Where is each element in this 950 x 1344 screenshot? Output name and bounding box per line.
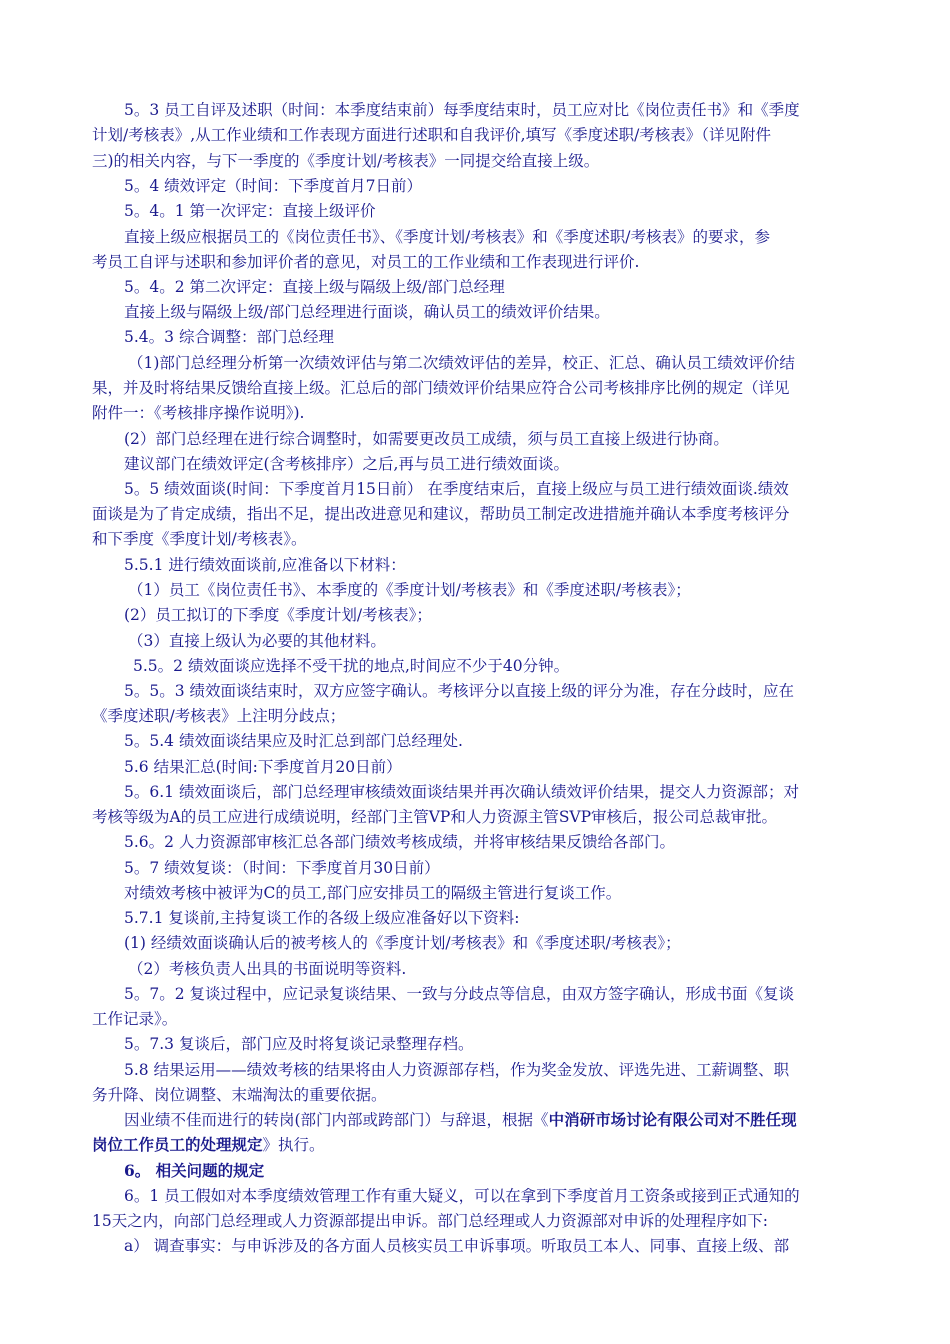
text-line: 务升降、岗位调整、末端淘汰的重要依据。 — [92, 1086, 387, 1104]
text-run: 》执行。 — [262, 1136, 325, 1154]
list-item: (1) 经绩效面谈确认后的被考核人的《季度计划/考核表》和《季度述职/考核表》； — [124, 934, 681, 952]
text-run: 因业绩不佳而进行的转岗(部门内部或跨部门）与辞退，根据《 — [124, 1111, 549, 1129]
text-line: 面谈是为了肯定成绩，指出不足，提出改进意见和建议，帮助员工制定改进措施并确认本季度考核评分 — [92, 505, 790, 523]
text-line: 果，并及时将结果反馈给直接上级。汇总后的部门绩效评价结果应符合公司考核排序比例的规定（详见 — [92, 379, 790, 397]
text-line: 《季度述职/考核表》上注明分歧点； — [92, 707, 346, 725]
text-line: 考员工自评与述职和参加评价者的意见，对员工的工作业绩和工作表现进行评价. — [92, 253, 640, 271]
list-item: （2）考核负责人出具的书面说明等资料. — [128, 960, 407, 978]
subsection-heading: 5。7。2 复谈过程中，应记录复谈结果、一致与分歧点等信息，由双方签字确认，形成书面《复谈 — [124, 985, 795, 1003]
subsection-heading: 6。1 员工假如对本季度绩效管理工作有重大疑义，可以在拿到下季度首月工资条或接到正式通知的 — [124, 1187, 800, 1205]
text-line: 15天之内，向部门总经理或人力资源部提出申诉。部门总经理或人力资源部对申诉的处理程序如下: — [92, 1212, 768, 1230]
list-item: (2）员工拟订的下季度《季度计划/考核表》； — [124, 606, 432, 624]
text-line: （1)部门总经理分析第一次绩效评估与第二次绩效评估的差异，校正、汇总、确认员工绩效评价结 — [128, 354, 795, 372]
subsection-heading: 5。4。2 第二次评定：直接上级与隔级上级/部门总经理 — [124, 278, 505, 296]
section-heading: 5。5 绩效面谈(时间：下季度首月15日前） 在季度结束后，直接上级应与员工进行绩效面谈.绩效 — [124, 480, 789, 498]
subsection-heading: 5.4。3 综合调整：部门总经理 — [124, 328, 334, 346]
subsection-heading: 5。5。3 绩效面谈结束时，双方应签字确认。考核评分以直接上级的评分为准，存在分歧时，应在 — [124, 682, 795, 700]
subsection-heading: 5.5.1 进行绩效面谈前,应准备以下材料： — [124, 556, 406, 574]
subsection-heading: 5.6。2 人力资源部审核汇总各部门绩效考核成绩，并将审核结果反馈给各部门。 — [124, 833, 675, 851]
text-line: 工作记录》。 — [92, 1010, 178, 1028]
text-line: 直接上级与隔级上级/部门总经理进行面谈，确认员工的绩效评价结果。 — [124, 303, 610, 321]
text-line: 对绩效考核中被评为C的员工,部门应安排员工的隔级主管进行复谈工作。 — [124, 884, 622, 902]
text-line: 三)的相关内容，与下一季度的《季度计划/考核表》一同提交给直接上级。 — [92, 152, 600, 170]
subsection-heading: 5。5.4 绩效面谈结果应及时汇总到部门总经理处. — [124, 732, 463, 750]
text-line: 附件一：《考核排序操作说明》). — [92, 404, 305, 422]
subsection-heading: 5。6.1 绩效面谈后，部门总经理审核绩效面谈结果并再次确认绩效评价结果，提交人力资源部；对 — [124, 783, 799, 801]
subsection-heading: 5.5。2 绩效面谈应选择不受干扰的地点,时间应不少于40分钟。 — [133, 657, 570, 675]
subsection-heading: 5。7.3 复谈后，部门应及时将复谈记录整理存档。 — [124, 1035, 474, 1053]
list-item: a） 调查事实：与申诉涉及的各方面人员核实员工申诉事项。听取员工本人、同事、直接上级、部 — [124, 1237, 790, 1255]
subsection-heading: 5。4。1 第一次评定：直接上级评价 — [124, 202, 376, 220]
section-heading: 5.8 结果运用——绩效考核的结果将由人力资源部存档，作为奖金发放、评选先进、工薪调整、职 — [124, 1061, 790, 1079]
subsection-heading: 5.7.1 复谈前,主持复谈工作的各级上级应准备好以下资料: — [124, 909, 520, 927]
text-line: 考核等级为A的员工应进行成绩说明，经部门主管VP和人力资源主管SVP审核后，报公司总裁审批。 — [92, 808, 778, 826]
text-line: 建议部门在绩效评定(含考核排序）之后,再与员工进行绩效面谈。 — [124, 455, 569, 473]
text-line: 5。3 员工自评及述职（时间：本季度结束前）每季度结束时，员工应对比《岗位责任书》和《季度 — [124, 101, 800, 119]
section-heading: 5。7 绩效复谈：（时间：下季度首月30日前） — [124, 859, 440, 877]
text-line: 计划/考核表》,从工作业绩和工作表现方面进行述职和自我评价,填写《季度述职/考核表》（详见附件 — [92, 126, 772, 144]
list-item: （1）员工《岗位责任书》、本季度的《季度计划/考核表》和《季度述职/考核表》； — [128, 581, 691, 599]
text-line — [124, 1108, 904, 1132]
section-heading: 5。4 绩效评定（时间：下季度首月7日前） — [124, 177, 423, 195]
document-title-reference: 岗位工作员工的处理规定 — [92, 1135, 263, 1154]
text-line: (2）部门总经理在进行综合调整时，如需要更改员工成绩，须与员工直接上级进行协商。 — [124, 430, 729, 448]
section-heading: 5.6 结果汇总(时间:下季度首月20日前） — [124, 758, 402, 776]
list-item: （3）直接上级认为必要的其他材料。 — [128, 632, 386, 650]
section-heading: 6。 相关问题的规定 — [124, 1161, 265, 1180]
text-line: 和下季度《季度计划/考核表》。 — [92, 530, 307, 548]
document-title-reference: 中消研市场讨论有限公司对不胜任现 — [548, 1110, 797, 1129]
text-line — [92, 1133, 872, 1157]
text-line: 直接上级应根据员工的《岗位责任书》、《季度计划/考核表》和《季度述职/考核表》的要求，参 — [124, 228, 770, 246]
